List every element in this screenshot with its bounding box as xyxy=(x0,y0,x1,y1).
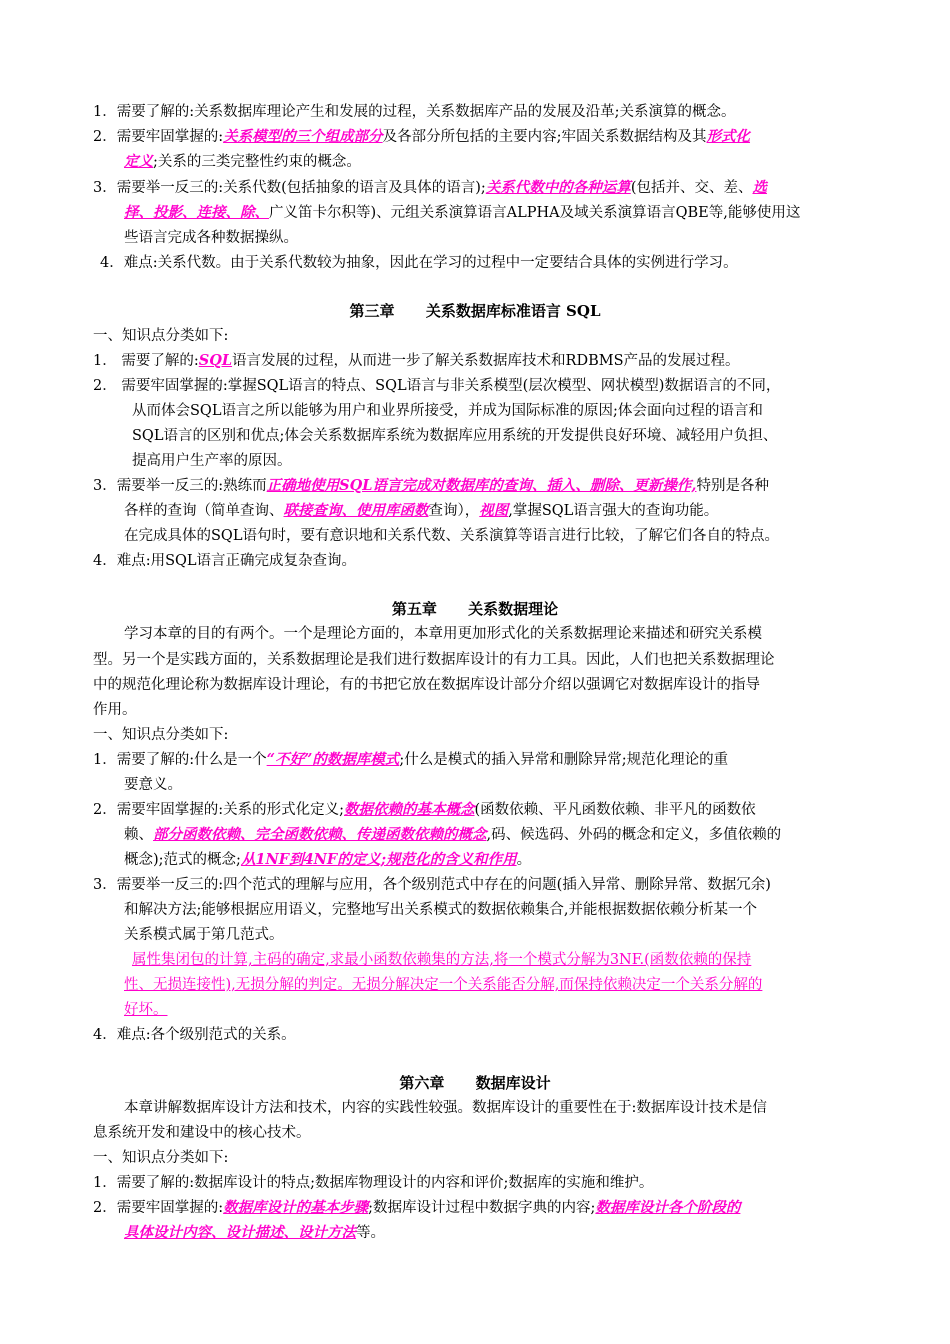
ch2-item-3: 3．需要举一反三的:关系代数(包括抽象的语言及具体的语言);关系代数中的各种运算(包括并、交、差、选 xyxy=(93,179,767,196)
ch6-item-2: 2．需要牢固掌握的:数据库设计的基本步骤;数据库设计过程中数据字典的内容;数据库设计各个阶段的 xyxy=(93,1199,741,1216)
ch6-intro: 一、知识点分类如下: xyxy=(93,1150,229,1166)
ch5-item-4: 4．难点:各个级别范式的关系。 xyxy=(93,1027,296,1043)
ch3-item-2-cont3: 提高用户生产率的原因。 xyxy=(132,453,292,469)
chapter-6-title: 第六章 数据库设计 xyxy=(399,1074,551,1092)
ch5-item-1: 1．需要了解的:什么是一个“不好”的数据库模式;什么是模式的插入异常和删除异常;规范化理论的重 xyxy=(93,751,729,768)
ch5-para-line-2: 型。另一个是实践方面的，关系数据理论是我们进行数据库设计的有力工具。因此，人们也把关系数据理论 xyxy=(93,652,775,668)
ch2-item-3-cont2: 些语言完成各种数据操纵。 xyxy=(124,230,298,246)
ch5-para-line-3: 中的规范化理论称为数据库设计理论，有的书把它放在数据库设计部分介绍以强调它对数据库设计的指导 xyxy=(93,677,760,693)
ch5-item-3-cont2: 关系模式属于第几范式。 xyxy=(124,927,284,943)
chapter-5-title: 第五章 关系数据理论 xyxy=(391,600,559,618)
ch5-item-3: 3．需要举一反三的:四个范式的理解与应用，各个级别范式中存在的问题(插入异常、删除异常、数据冗余) xyxy=(93,877,771,893)
ch3-item-2-cont2: SQL语言的区别和优点;体会关系数据库系统为数据库应用系统的开发提供良好环境、减轻用户负担、 xyxy=(132,428,778,444)
ch3-item-4: 4．难点:用SQL语言正确完成复杂查询。 xyxy=(93,553,357,569)
ch5-item-2: 2．需要牢固掌握的:关系的形式化定义;数据依赖的基本概念(函数依赖、平凡函数依赖、非平凡的函数依 xyxy=(93,801,756,818)
ch6-item-1: 1．需要了解的:数据库设计的特点;数据库物理设计的内容和评价;数据库的实施和维护。 xyxy=(93,1175,654,1191)
ch6-item-2-cont: 具体设计内容、设计描述、设计方法等。 xyxy=(124,1224,385,1241)
chapter-3-title: 第三章 关系数据库标准语言 SQL xyxy=(349,302,601,320)
ch3-intro: 一、知识点分类如下: xyxy=(93,328,229,344)
ch6-para-line-2: 息系统开发和建设中的核心技术。 xyxy=(93,1125,311,1141)
ch5-para-line-1: 学习本章的目的有两个。一个是理论方面的，本章用更加形式化的关系数据理论来描述和研究关系模 xyxy=(124,626,762,642)
ch2-item-4: 4．难点:关系代数。由于关系代数较为抽象，因此在学习的过程中一定要结合具体的实例进行学习。 xyxy=(100,255,738,271)
ch5-item-2-cont2: 概念);范式的概念;从1NF到4NF的定义;规范化的含义和作用。 xyxy=(124,851,532,868)
ch6-para-line-1: 本章讲解数据库设计方法和技术，内容的实践性较强。数据库设计的重要性在于:数据库设计技术是信 xyxy=(124,1100,767,1116)
ch5-item-3-note-cont: 性、无损连接性),无损分解的判定。无损分解决定一个关系能否分解,而保持依赖决定一个关系分解的 xyxy=(124,977,763,993)
ch3-item-1: 1． 需要了解的:SQL语言发展的过程，从而进一步了解关系数据库技术和RDBMS产品的发展过程。 xyxy=(93,352,740,369)
ch5-item-3-note: 属性集闭包的计算,主码的确定,求最小函数依赖集的方法,将一个模式分解为3NF.(函数依赖的保持 xyxy=(132,952,752,968)
ch3-item-3-cont2: 在完成具体的SQL语句时，要有意识地和关系代数、关系演算等语言进行比较，了解它们各自的特点。 xyxy=(124,528,779,544)
ch3-item-2-cont: 从而体会SQL语言之所以能够为用户和业界所接受，并成为国际标准的原因;体会面向过程的语言和 xyxy=(132,403,763,419)
ch3-item-3-cont: 各样的查询（简单查询、联接查询、使用库函数查询），视图,掌握SQL语言强大的查询功能。 xyxy=(124,502,719,519)
ch2-item-1: 1．需要了解的:关系数据库理论产生和发展的过程，关系数据库产品的发展及沿革;关系演算的概念。 xyxy=(93,104,736,120)
ch2-item-2: 2．需要牢固掌握的:关系模型的三个组成部分及各部分所包括的主要内容;牢固关系数据结构及其形式化 xyxy=(93,128,751,145)
ch5-item-1-cont: 要意义。 xyxy=(124,777,182,793)
ch5-para-line-4: 作用。 xyxy=(93,702,137,718)
ch2-item-2-cont: 定义;关系的三类完整性约束的概念。 xyxy=(124,153,361,170)
ch3-item-2: 2． 需要牢固掌握的:掌握SQL语言的特点、SQL语言与非关系模型(层次模型、网状模型)数据语言的不同， xyxy=(93,378,781,394)
ch5-item-2-cont: 赖、部分函数依赖、完全函数依赖、传递函数依赖的概念,码、候选码、外码的概念和定义，多值依赖的 xyxy=(124,826,782,843)
ch5-intro: 一、知识点分类如下: xyxy=(93,727,229,743)
ch5-item-3-note-cont2: 好坏。 xyxy=(124,1002,168,1018)
ch3-item-3: 3．需要举一反三的:熟练而正确地使用SQL语言完成对数据库的查询、插入、删除、更新操作,特别是各种 xyxy=(93,477,769,494)
ch2-item-3-cont: 择、投影、连接、除、广义笛卡尔积等)、元组关系演算语言ALPHA及域关系演算语言QBE等,能够使用这 xyxy=(124,204,801,221)
ch5-item-3-cont: 和解决方法;能够根据应用语义，完整地写出关系模式的数据依赖集合,并能根据数据依赖分析某一个 xyxy=(124,902,757,918)
